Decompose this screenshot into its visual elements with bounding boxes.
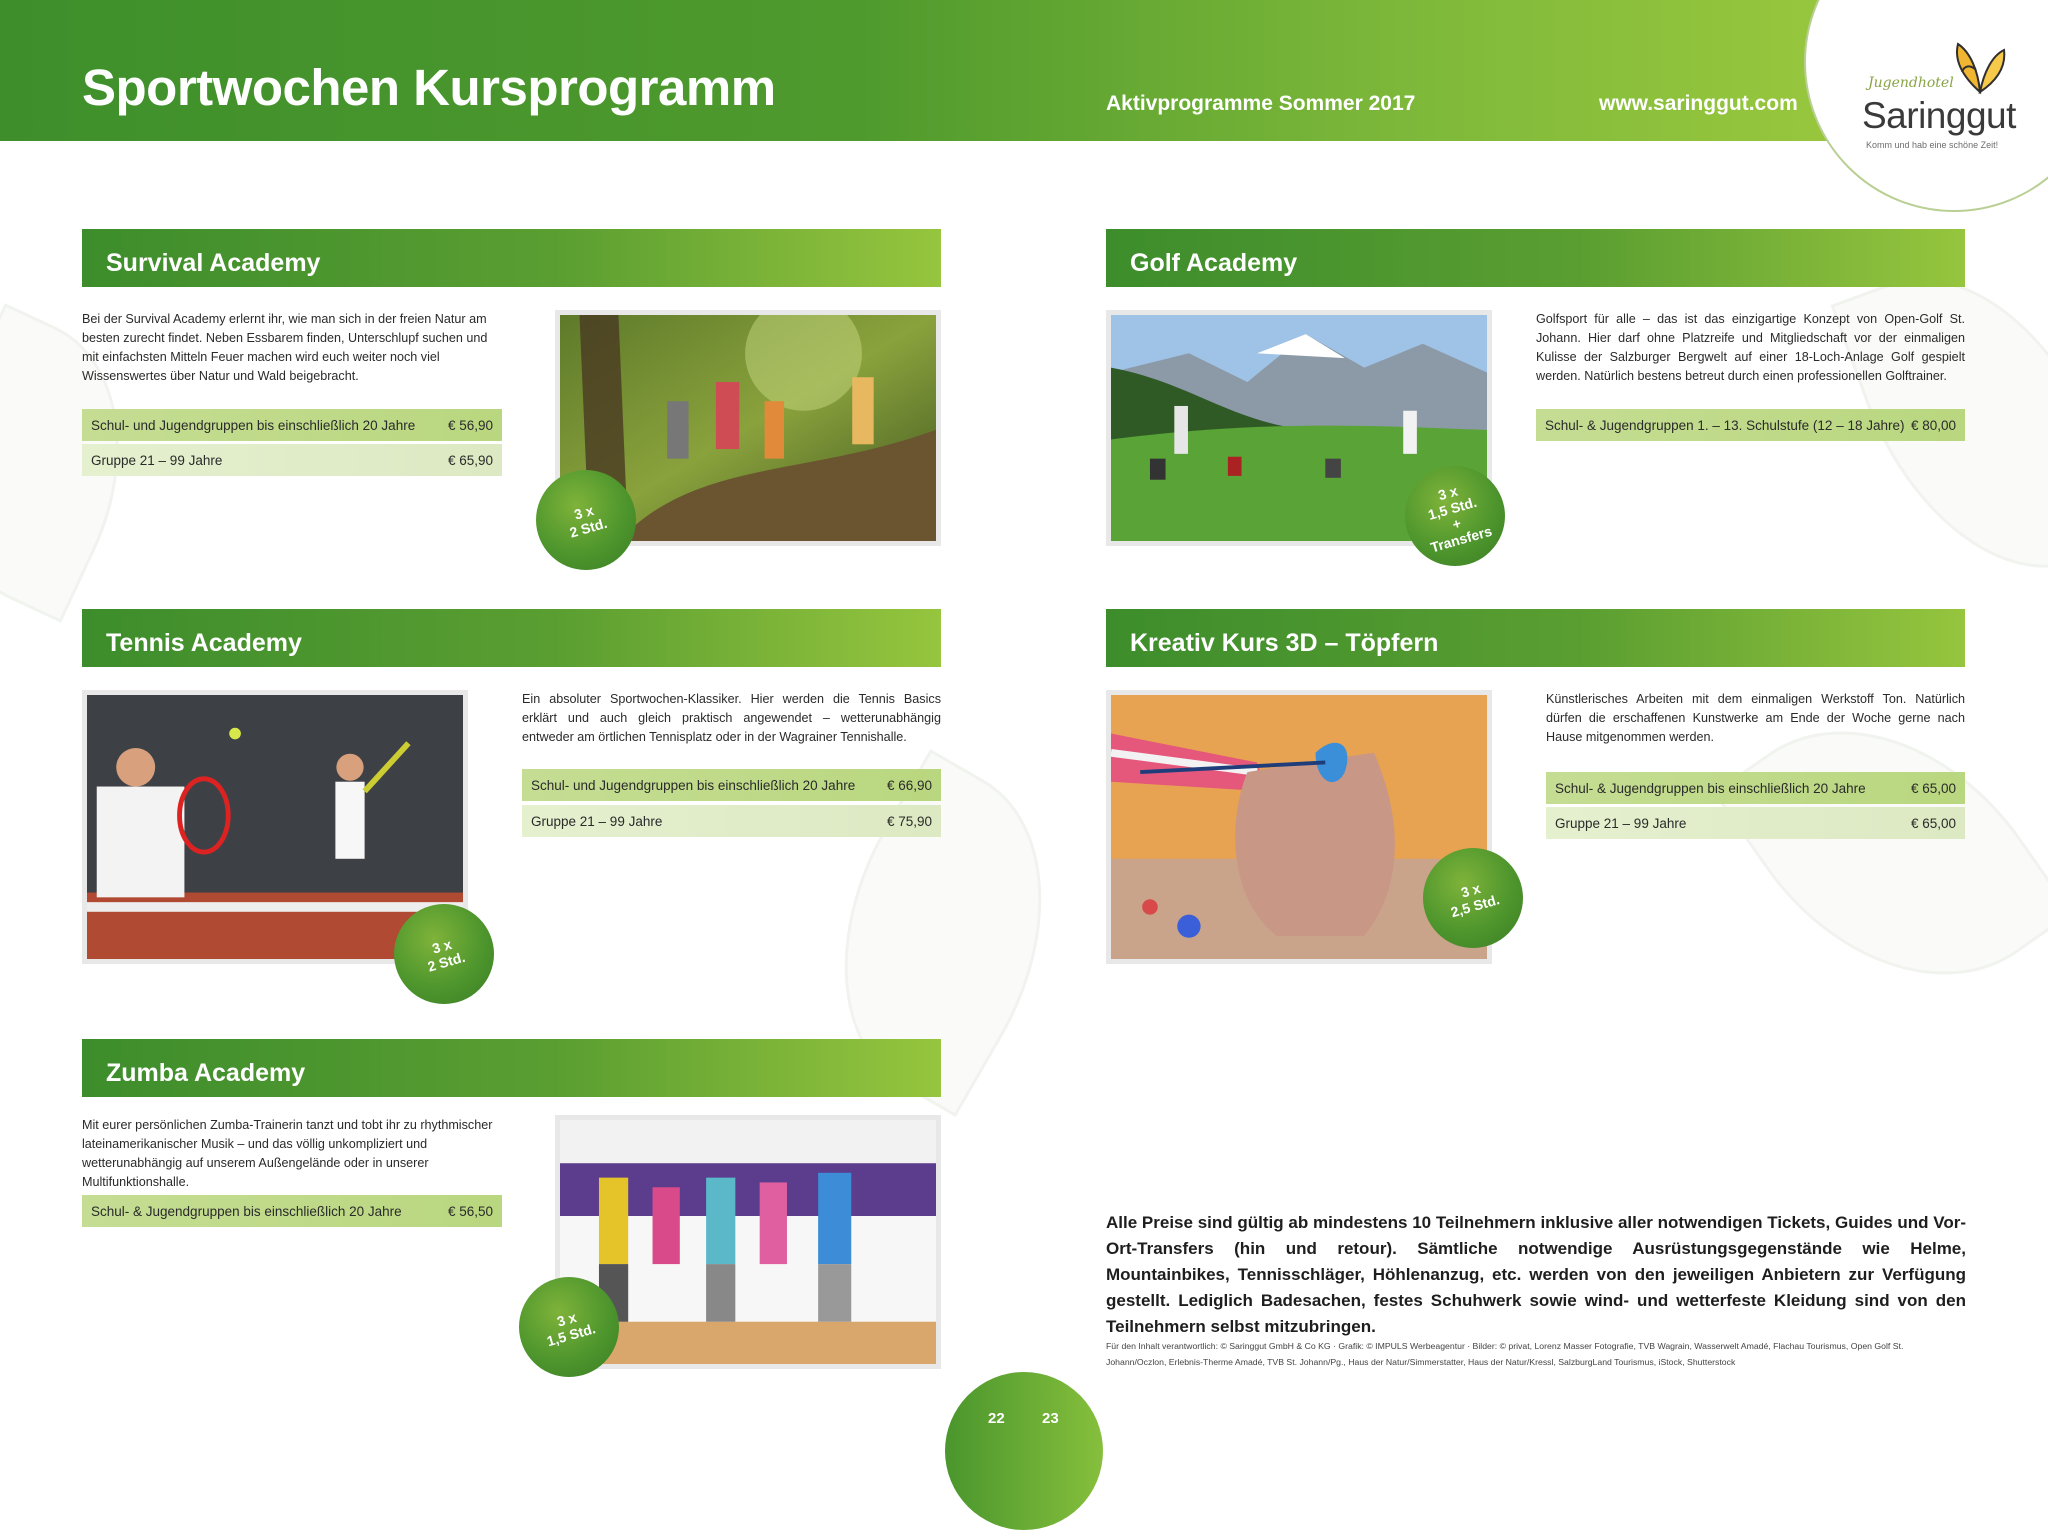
- price-label: Gruppe 21 – 99 Jahre: [1555, 815, 1687, 831]
- price-label: Schul- & Jugendgruppen 1. – 13. Schulstufe (12 – 18 Jahre): [1545, 417, 1905, 433]
- tennis-price-row: [522, 769, 941, 801]
- pricing-note: Alle Preise sind gültig ab mindestens 10 Teilnehmern inklusive aller notwendigen Tickets, Guides und Vor-Ort-Transfers (hin und retour). Sämtliche notwendige Ausrüstungsgegenstände wie Helme, Mountainbikes, Tennisschläger, Höhlenanzug, etc. werden von den jeweiligen Anbietern zur Verfügung gestellt. Lediglich Badesachen, festes Schuhwerk sowie wind- und wetterfeste Kleidung sind von den Teilnehmern selbst mitzubringen.: [1106, 1213, 1966, 1336]
- tennis-description: Ein absoluter Sportwochen-Klassiker. Hier werden die Tennis Basics erklärt und auch gleich praktisch angewendet – wetterunabhängig entweder am örtlichen Tennisplatz oder in der Wagrainer Tennishalle.: [522, 692, 941, 744]
- kreativ-duration-badge: 3 x 2,5 Std.: [1423, 848, 1523, 948]
- logo-name: Saringgut: [1862, 95, 2016, 136]
- golf-description: Golfsport für alle – das ist das einzigartige Konzept von Open-Golf St. Johann. Hier darf ohne Platzreife und Mitgliedschaft vor der einmaligen Kulisse der Salzburger Bergwelt auf einer 18-Loch-Anlage Golf gespielt werden. Natürlich bestens betreut durch einen professionellen Golftrainer.: [1536, 312, 1965, 383]
- price-amount: € 80,00: [1910, 417, 1956, 433]
- price-label: Gruppe 21 – 99 Jahre: [91, 452, 223, 468]
- golf-duration-badge: 3 x 1,5 Std. + Transfers: [1405, 466, 1505, 566]
- section-title-golf: Golf Academy: [1106, 229, 1965, 287]
- tennis-duration-badge: 3 x 2 Std.: [394, 904, 494, 1004]
- zumba-description: Mit eurer persönlichen Zumba-Trainerin tanzt und tobt ihr zu rhythmischer lateinamerikanischer Musik – und das völlig unkompliziert und wetterunabhängig auf unserem Außengelände oder in unserer Multifunktionshalle.: [82, 1118, 493, 1189]
- page-number-right: 23: [1042, 1410, 1059, 1427]
- price-label: Schul- & Jugendgruppen bis einschließlich 20 Jahre: [1555, 780, 1866, 796]
- zumba-price-row: [82, 1195, 502, 1227]
- survival-description: Bei der Survival Academy erlernt ihr, wie man sich in der freien Natur am besten zurecht findet. Neben Essbarem finden, Unterschlupf suchen und mit einfachsten Mitteln Feuer machen wird euch weiter noch viel Wissenswertes über Natur und Wald beigebracht.: [82, 312, 488, 383]
- price-amount: € 56,90: [447, 417, 493, 433]
- kreativ-price-row: [1546, 772, 1965, 804]
- website-url: www.saringgut.com: [1599, 92, 1798, 115]
- kreativ-description: Künstlerisches Arbeiten mit dem einmaligen Werkstoff Ton. Natürlich dürfen die erschaffenen Kunstwerke am Ende der Woche gerne nach Hause mitgenommen werden.: [1546, 692, 1965, 744]
- price-amount: € 65,00: [1910, 780, 1956, 796]
- section-title-survival: Survival Academy: [82, 229, 941, 287]
- price-label: Schul- & Jugendgruppen bis einschließlich 20 Jahre: [91, 1203, 402, 1219]
- page-number-left: 22: [988, 1410, 1005, 1427]
- logo-small-text: Jugendhotel: [1868, 75, 1954, 91]
- price-amount: € 75,90: [886, 813, 932, 829]
- price-label: Gruppe 21 – 99 Jahre: [531, 813, 663, 829]
- survival-duration-badge: 3 x 2 Std.: [536, 470, 636, 570]
- price-label: Schul- und Jugendgruppen bis einschließlich 20 Jahre: [91, 417, 416, 433]
- page-number-badge: [945, 1372, 1103, 1530]
- kreativ-price-row: [1546, 807, 1965, 839]
- page-subtitle: Aktivprogramme Sommer 2017: [1106, 92, 1416, 115]
- tennis-price-row: [522, 805, 941, 837]
- section-title-kreativ: Kreativ Kurs 3D – Töpfern: [1106, 609, 1965, 667]
- golf-price-row: [1536, 409, 1965, 441]
- zumba-duration-badge: 3 x 1,5 Std.: [519, 1277, 619, 1377]
- logo-tagline: Komm und hab eine schöne Zeit!: [1866, 140, 1999, 150]
- page-title: Sportwochen Kursprogramm: [82, 59, 776, 116]
- price-amount: € 65,90: [447, 452, 493, 468]
- price-amount: € 66,90: [886, 777, 932, 793]
- credits-footer: Für den Inhalt verantwortlich: © Saringgut GmbH & Co KG · Grafik: © IMPULS Werbeagentur · Bilder: © privat, Lorenz Masser Fotografie, TVB Wagrain, Wasserwelt Amadé, Flachau Tourismus, Open Golf St. Johann/Oczlon, Erlebnis-Therme Amadé, TVB St. Johann/Pg., Haus der Natur/Simmerstatter, Haus der Natur/Kressl, SalzburgLand Tourismus, iStock, Shutterstock: [1106, 1341, 1904, 1367]
- section-title-tennis: Tennis Academy: [82, 609, 941, 667]
- butterfly-logo-icon: [1950, 30, 2008, 96]
- survival-price-row: [82, 409, 502, 441]
- price-amount: € 56,50: [447, 1203, 493, 1219]
- price-amount: € 65,00: [1910, 815, 1956, 831]
- survival-price-row: [82, 444, 502, 476]
- section-title-zumba: Zumba Academy: [82, 1039, 941, 1097]
- price-label: Schul- und Jugendgruppen bis einschließlich 20 Jahre: [531, 777, 856, 793]
